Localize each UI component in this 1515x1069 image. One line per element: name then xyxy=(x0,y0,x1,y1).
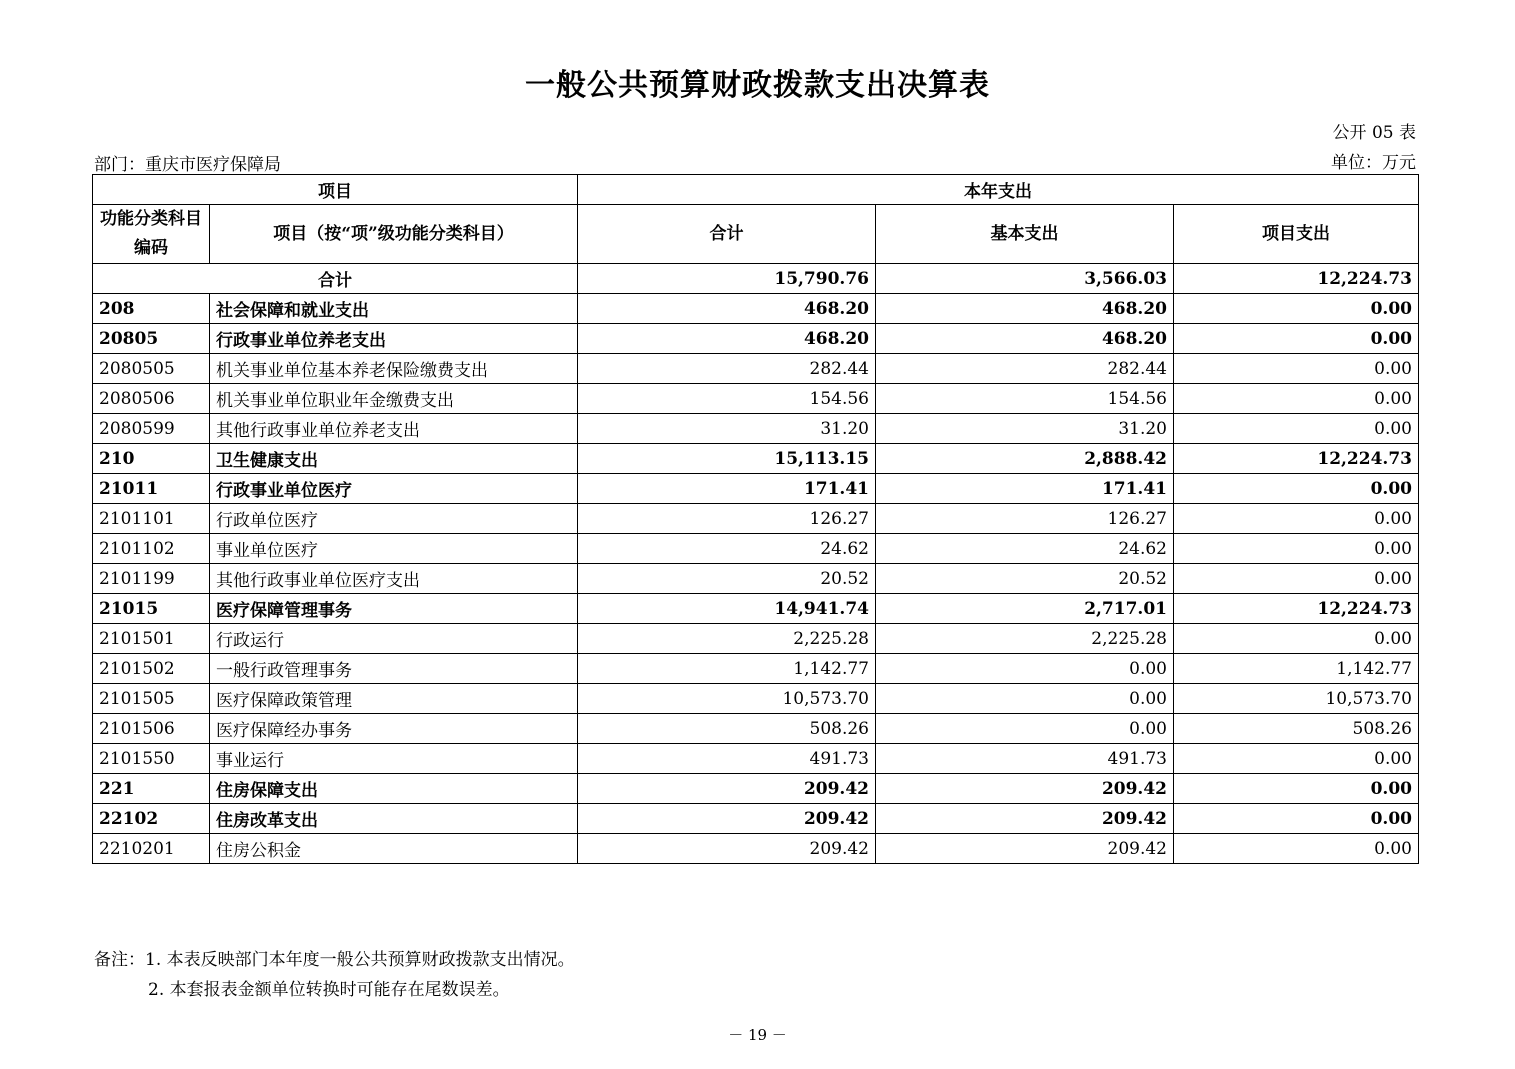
table-row xyxy=(93,684,1419,714)
row-name: 行政运行 xyxy=(210,624,578,654)
department-label: 部门：重庆市医疗保障局 xyxy=(94,155,281,175)
header-current-year: 本年支出 xyxy=(578,175,1419,205)
row-name: 机关事业单位职业年金缴费支出 xyxy=(210,384,578,414)
header-item-name: 项目（按“项”级功能分类科目） xyxy=(210,205,578,264)
row-code: 221 xyxy=(93,774,210,804)
row-code: 2080505 xyxy=(93,354,210,384)
row-code: 2210201 xyxy=(93,834,210,864)
row-basic: 209.42 xyxy=(876,774,1174,804)
row-basic: 2,717.01 xyxy=(876,594,1174,624)
row-project: 508.26 xyxy=(1174,714,1419,744)
note-2: 2. 本套报表金额单位转换时可能存在尾数误差。 xyxy=(148,980,510,1000)
row-basic: 209.42 xyxy=(876,834,1174,864)
row-basic: 282.44 xyxy=(876,354,1174,384)
table-row xyxy=(93,384,1419,414)
row-basic: 171.41 xyxy=(876,474,1174,504)
row-code: 2101199 xyxy=(93,564,210,594)
header-item: 项目 xyxy=(93,175,578,205)
row-project: 0.00 xyxy=(1174,744,1419,774)
total-basic: 3,566.03 xyxy=(876,264,1174,294)
unit-label: 单位：万元 xyxy=(1331,153,1416,173)
row-project: 0.00 xyxy=(1174,834,1419,864)
row-name: 社会保障和就业支出 xyxy=(210,294,578,324)
row-name: 行政事业单位养老支出 xyxy=(210,324,578,354)
row-project: 12,224.73 xyxy=(1174,444,1419,474)
row-code: 20805 xyxy=(93,324,210,354)
row-code: 21011 xyxy=(93,474,210,504)
row-total: 468.20 xyxy=(578,294,876,324)
row-project: 0.00 xyxy=(1174,804,1419,834)
header-total: 合计 xyxy=(578,205,876,264)
row-code: 2101101 xyxy=(93,504,210,534)
row-basic: 20.52 xyxy=(876,564,1174,594)
table-row xyxy=(93,444,1419,474)
row-basic: 209.42 xyxy=(876,804,1174,834)
row-project: 12,224.73 xyxy=(1174,594,1419,624)
table-row xyxy=(93,414,1419,444)
row-code: 2101505 xyxy=(93,684,210,714)
row-total: 154.56 xyxy=(578,384,876,414)
row-name: 医疗保障经办事务 xyxy=(210,714,578,744)
row-total: 209.42 xyxy=(578,804,876,834)
total-row xyxy=(93,264,1419,294)
table-row xyxy=(93,354,1419,384)
row-project: 0.00 xyxy=(1174,294,1419,324)
row-total: 31.20 xyxy=(578,414,876,444)
row-name: 事业运行 xyxy=(210,744,578,774)
row-basic: 0.00 xyxy=(876,684,1174,714)
row-basic: 0.00 xyxy=(876,714,1174,744)
table-row xyxy=(93,774,1419,804)
row-code: 208 xyxy=(93,294,210,324)
row-basic: 468.20 xyxy=(876,324,1174,354)
row-name: 住房公积金 xyxy=(210,834,578,864)
table-row xyxy=(93,474,1419,504)
row-total: 1,142.77 xyxy=(578,654,876,684)
row-name: 卫生健康支出 xyxy=(210,444,578,474)
row-project: 1,142.77 xyxy=(1174,654,1419,684)
row-project: 0.00 xyxy=(1174,624,1419,654)
row-name: 其他行政事业单位医疗支出 xyxy=(210,564,578,594)
row-total: 15,113.15 xyxy=(578,444,876,474)
row-name: 住房改革支出 xyxy=(210,804,578,834)
row-total: 209.42 xyxy=(578,834,876,864)
row-total: 491.73 xyxy=(578,744,876,774)
row-name: 医疗保障管理事务 xyxy=(210,594,578,624)
row-project: 0.00 xyxy=(1174,474,1419,504)
row-name: 行政事业单位医疗 xyxy=(210,474,578,504)
row-total: 20.52 xyxy=(578,564,876,594)
header-code-line1: 功能分类科目 xyxy=(100,209,202,229)
row-basic: 491.73 xyxy=(876,744,1174,774)
row-code: 2101501 xyxy=(93,624,210,654)
row-basic: 2,888.42 xyxy=(876,444,1174,474)
row-basic: 24.62 xyxy=(876,534,1174,564)
table-row xyxy=(93,834,1419,864)
row-project: 0.00 xyxy=(1174,324,1419,354)
row-code: 2101506 xyxy=(93,714,210,744)
row-project: 0.00 xyxy=(1174,504,1419,534)
expenditure-table xyxy=(92,174,1419,864)
row-total: 24.62 xyxy=(578,534,876,564)
total-label: 合计 xyxy=(93,264,578,294)
row-code: 2080506 xyxy=(93,384,210,414)
row-name: 事业单位医疗 xyxy=(210,534,578,564)
row-basic: 126.27 xyxy=(876,504,1174,534)
row-code: 210 xyxy=(93,444,210,474)
row-total: 2,225.28 xyxy=(578,624,876,654)
row-project: 0.00 xyxy=(1174,774,1419,804)
table-row xyxy=(93,654,1419,684)
row-name: 机关事业单位基本养老保险缴费支出 xyxy=(210,354,578,384)
row-code: 2101550 xyxy=(93,744,210,774)
table-row xyxy=(93,624,1419,654)
row-total: 14,941.74 xyxy=(578,594,876,624)
table-row xyxy=(93,294,1419,324)
total-sum: 15,790.76 xyxy=(578,264,876,294)
row-basic: 31.20 xyxy=(876,414,1174,444)
table-row xyxy=(93,804,1419,834)
row-code: 22102 xyxy=(93,804,210,834)
row-basic: 468.20 xyxy=(876,294,1174,324)
form-number: 公开 05 表 xyxy=(1332,123,1416,143)
row-code: 2101502 xyxy=(93,654,210,684)
table-row xyxy=(93,564,1419,594)
table-row xyxy=(93,744,1419,774)
row-total: 282.44 xyxy=(578,354,876,384)
note-1: 备注：1. 本表反映部门本年度一般公共预算财政拨款支出情况。 xyxy=(94,950,575,970)
row-total: 10,573.70 xyxy=(578,684,876,714)
row-total: 508.26 xyxy=(578,714,876,744)
table-row xyxy=(93,534,1419,564)
header-project: 项目支出 xyxy=(1174,205,1419,264)
row-code: 21015 xyxy=(93,594,210,624)
page-title: 一般公共预算财政拨款支出决算表 xyxy=(525,68,990,103)
row-project: 0.00 xyxy=(1174,564,1419,594)
row-project: 0.00 xyxy=(1174,534,1419,564)
row-name: 医疗保障政策管理 xyxy=(210,684,578,714)
row-name: 住房保障支出 xyxy=(210,774,578,804)
total-project: 12,224.73 xyxy=(1174,264,1419,294)
row-name: 一般行政管理事务 xyxy=(210,654,578,684)
row-basic: 0.00 xyxy=(876,654,1174,684)
row-code: 2101102 xyxy=(93,534,210,564)
table-row xyxy=(93,714,1419,744)
row-total: 126.27 xyxy=(578,504,876,534)
row-total: 468.20 xyxy=(578,324,876,354)
row-project: 10,573.70 xyxy=(1174,684,1419,714)
header-code xyxy=(93,205,210,264)
row-basic: 154.56 xyxy=(876,384,1174,414)
row-project: 0.00 xyxy=(1174,384,1419,414)
header-basic: 基本支出 xyxy=(876,205,1174,264)
row-name: 其他行政事业单位养老支出 xyxy=(210,414,578,444)
row-total: 209.42 xyxy=(578,774,876,804)
page-number: － 19 － xyxy=(728,1026,787,1044)
row-project: 0.00 xyxy=(1174,414,1419,444)
header-code-line2: 编码 xyxy=(134,238,168,258)
row-name: 行政单位医疗 xyxy=(210,504,578,534)
table-row xyxy=(93,324,1419,354)
table-row xyxy=(93,594,1419,624)
row-project: 0.00 xyxy=(1174,354,1419,384)
row-basic: 2,225.28 xyxy=(876,624,1174,654)
row-total: 171.41 xyxy=(578,474,876,504)
table-row xyxy=(93,504,1419,534)
row-code: 2080599 xyxy=(93,414,210,444)
